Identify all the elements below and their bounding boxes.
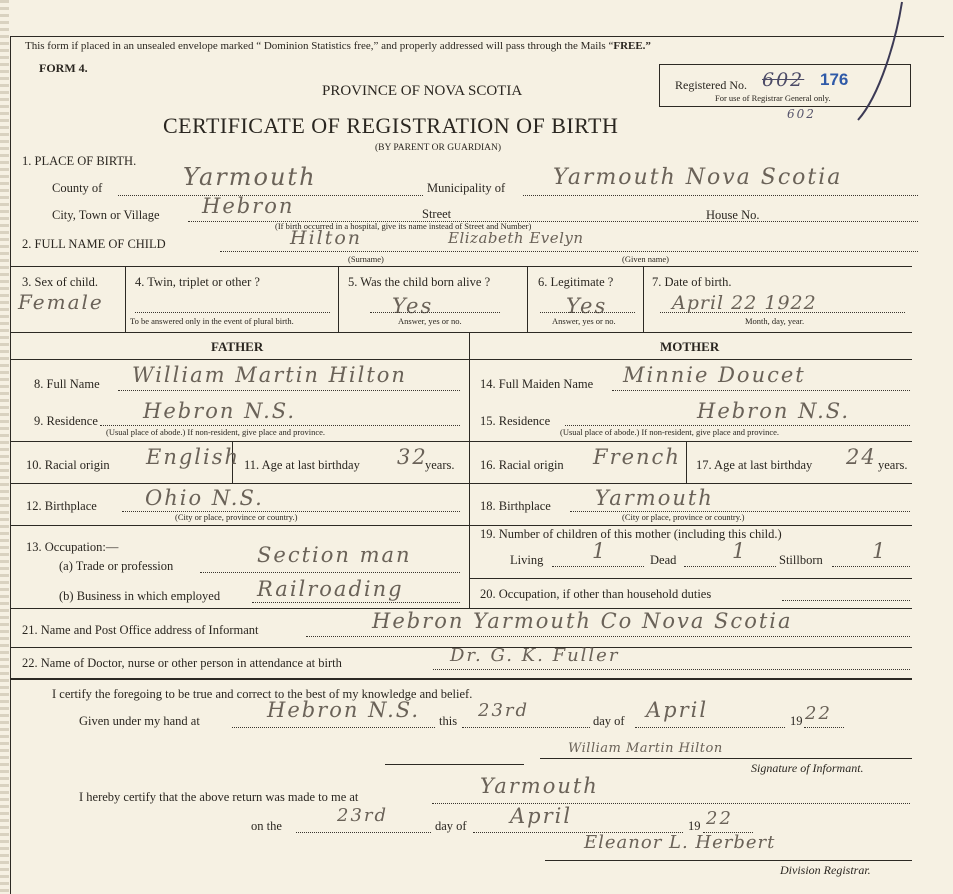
informant-signature-line <box>540 758 912 759</box>
stillborn-line <box>832 566 910 567</box>
registered-label: Registered No. <box>675 78 747 92</box>
father-age-label: 11. Age at last birthday <box>244 458 360 472</box>
informant-signature-label: Signature of Informant. <box>751 761 864 775</box>
business-line <box>252 602 460 603</box>
sex-value: Female <box>18 290 104 314</box>
registrar-signature-label: Division Registrar. <box>780 863 871 877</box>
given-place-value: Hebron N.S. <box>267 698 421 722</box>
registrar-year-value: 22 <box>706 808 733 829</box>
dob-value: April 22 1922 <box>672 292 817 314</box>
alive-value: Yes <box>392 294 434 318</box>
given-day-of-label: day of <box>593 714 625 728</box>
place-of-birth-heading: 1. PLACE OF BIRTH. <box>22 154 137 168</box>
municipality-line <box>523 195 918 196</box>
given-name-note: (Given name) <box>622 254 669 264</box>
municipality-value: Yarmouth Nova Scotia <box>553 165 843 190</box>
father-name-value: William Martin Hilton <box>132 363 407 387</box>
registrar-line: I hereby certify that the above return was made to me at <box>79 790 359 804</box>
mother-birthplace-label: 18. Birthplace <box>480 499 551 513</box>
mother-residence-note: (Usual place of abode.) If non-resident, give place and province. <box>560 427 780 437</box>
registrar-place-line <box>432 803 910 804</box>
given-year-prefix: 19 <box>790 714 803 728</box>
given-month-value: April <box>646 698 709 722</box>
row-divider-top <box>10 266 912 267</box>
postage-notice-text: This form if placed in an unsealed envelope marked “ Dominion Statistics free,” and properly addressed will pass through the Mails “ <box>25 40 614 52</box>
municipality-label: Municipality of <box>427 181 506 195</box>
street-label: Street <box>422 207 452 221</box>
informant-value: Hebron Yarmouth Co Nova Scotia <box>372 609 793 633</box>
mother-residence-line <box>565 425 910 426</box>
legit-line <box>540 312 635 313</box>
frame-left <box>10 36 11 894</box>
child-name-label: 2. FULL NAME OF CHILD <box>22 237 166 251</box>
legit-note: Answer, yes or no. <box>552 316 616 326</box>
twin-line <box>135 312 330 313</box>
col-divider-2 <box>338 266 339 332</box>
mother-name-value: Minnie Doucet <box>623 363 806 387</box>
business-value: Railroading <box>257 577 404 601</box>
dob-line <box>660 312 905 313</box>
county-label: County of <box>52 181 103 195</box>
racial-row-top <box>10 441 912 442</box>
county-value: Yarmouth <box>183 163 317 191</box>
row-divider-bottom <box>10 332 912 333</box>
informant-label: 21. Name and Post Office address of Informant <box>22 623 259 637</box>
registrar-day-of: day of <box>435 819 467 833</box>
mother-residence-label: 15. Residence <box>480 414 551 428</box>
children-row-bottom <box>470 578 912 579</box>
registrar-signature-line <box>545 860 912 861</box>
given-day-line <box>462 727 590 728</box>
parents-heading-divider <box>10 359 912 360</box>
frame-top <box>10 36 944 37</box>
mother-residence-value: Hebron N.S. <box>697 399 851 423</box>
perforated-edge <box>0 0 9 894</box>
legit-value: Yes <box>566 294 608 318</box>
stillborn-label: Stillborn <box>779 553 823 567</box>
certification-line: I certify the foregoing to be true and correct to the best of my knowledge and belief. <box>52 687 473 701</box>
surname-note: (Surname) <box>348 254 384 264</box>
twin-label: 4. Twin, triplet or other ? <box>135 275 260 289</box>
dead-value: 1 <box>732 539 748 563</box>
father-birthplace-note: (City or place, province or country.) <box>175 512 298 522</box>
business-label: (b) Business in which employed <box>59 589 221 603</box>
registrar-month-value: April <box>510 804 573 828</box>
mother-name-label: 14. Full Maiden Name <box>480 377 594 391</box>
father-residence-value: Hebron N.S. <box>143 399 297 423</box>
informant-signature: William Martin Hilton <box>568 741 723 756</box>
registrar-note: For use of Registrar General only. <box>715 93 831 103</box>
birthplace-row-bottom <box>10 525 912 526</box>
father-birthplace-value: Ohio N.S. <box>145 486 264 510</box>
mother-years: years. <box>878 458 908 472</box>
father-name-label: 8. Full Name <box>34 377 100 391</box>
informant-line <box>306 636 910 637</box>
living-value: 1 <box>592 539 608 563</box>
given-day-value: 23rd <box>478 700 530 721</box>
province-heading: PROVINCE OF NOVA SCOTIA <box>322 83 523 99</box>
racial-row-bottom <box>10 483 912 484</box>
father-racial-label: 10. Racial origin <box>26 458 110 472</box>
parents-center-divider <box>469 332 470 608</box>
registered-number: 602 <box>762 69 805 91</box>
doctor-line <box>433 669 910 670</box>
alive-note: Answer, yes or no. <box>398 316 462 326</box>
father-racial-value: English <box>146 445 241 469</box>
mother-racial-label: 16. Racial origin <box>480 458 564 472</box>
mother-age-label: 17. Age at last birthday <box>696 458 813 472</box>
father-years: years. <box>425 458 455 472</box>
col-divider-1 <box>125 266 126 332</box>
house-label: House No. <box>706 208 760 222</box>
city-value: Hebron <box>202 194 295 218</box>
child-name-line <box>220 251 918 252</box>
certificate-subtitle: (BY PARENT OR GUARDIAN) <box>375 143 502 153</box>
postage-notice <box>25 41 651 52</box>
doctor-value: Dr. G. K. Fuller <box>450 645 620 666</box>
mother-age-value: 24 <box>846 445 877 469</box>
legit-label: 6. Legitimate ? <box>538 275 614 289</box>
father-heading: FATHER <box>211 339 264 354</box>
father-occupation-label: 13. Occupation:— <box>26 540 119 554</box>
father-residence-line <box>100 425 460 426</box>
child-given-value: Elizabeth Evelyn <box>448 229 584 247</box>
alive-label: 5. Was the child born alive ? <box>348 275 491 289</box>
living-line <box>552 566 644 567</box>
doctor-label: 22. Name of Doctor, nurse or other person in attendance at birth <box>22 656 342 670</box>
street-note: (If birth occurred in a hospital, give its name instead of Street and Number) <box>275 221 532 231</box>
father-name-line <box>118 390 460 391</box>
given-month-line <box>635 727 785 728</box>
certification-divider <box>10 678 912 680</box>
mother-name-line <box>612 390 910 391</box>
mother-occupation-line <box>782 600 910 601</box>
col-divider-3 <box>527 266 528 332</box>
dead-label: Dead <box>650 553 677 567</box>
registrar-signature: Eleanor L. Herbert <box>584 832 776 853</box>
ink-stroke <box>850 0 910 125</box>
dob-note: Month, day, year. <box>745 316 805 326</box>
registrar-on-the: on the <box>251 819 282 833</box>
given-year-value: 22 <box>805 703 832 724</box>
mother-racial-value: French <box>593 445 681 469</box>
registered-margin-number: 602 <box>787 107 816 121</box>
mother-racial-divider <box>686 441 687 483</box>
trade-line <box>200 572 460 573</box>
registered-stamp: 176 <box>820 70 849 89</box>
child-surname-value: Hilton <box>290 227 363 249</box>
postage-free-text: FREE.” <box>613 40 651 52</box>
mother-heading: MOTHER <box>660 339 720 354</box>
form-number: FORM 4. <box>39 61 88 75</box>
certificate-title: CERTIFICATE OF REGISTRATION OF BIRTH <box>163 113 619 138</box>
given-year-line <box>804 727 844 728</box>
father-birthplace-label: 12. Birthplace <box>26 499 97 513</box>
col-divider-4 <box>643 266 644 332</box>
registrar-year-prefix: 19 <box>688 819 701 833</box>
father-residence-label: 9. Residence <box>34 414 98 428</box>
alive-line <box>370 312 500 313</box>
this-label: this <box>439 714 458 728</box>
dead-line <box>684 566 776 567</box>
mother-occupation-label: 20. Occupation, if other than household duties <box>480 587 712 601</box>
registrar-day-value: 23rd <box>337 805 389 826</box>
father-residence-note: (Usual place of abode.) If non-resident, give place and province. <box>106 427 326 437</box>
given-place-line <box>232 727 435 728</box>
sex-label: 3. Sex of child. <box>22 275 99 289</box>
stillborn-value: 1 <box>872 539 888 563</box>
father-age-value: 32 <box>397 445 428 469</box>
children-label: 19. Number of children of this mother (including this child.) <box>480 527 782 541</box>
registrar-day-line <box>296 832 431 833</box>
registrar-place-value: Yarmouth <box>480 774 599 798</box>
center-rule <box>385 764 524 765</box>
trade-label: (a) Trade or profession <box>59 559 174 573</box>
dob-label: 7. Date of birth. <box>652 275 732 289</box>
trade-value: Section man <box>257 543 412 567</box>
given-label: Given under my hand at <box>79 714 200 728</box>
city-line <box>188 221 918 222</box>
mother-birthplace-note: (City or place, province or country.) <box>622 512 745 522</box>
living-label: Living <box>510 553 544 567</box>
mother-birthplace-value: Yarmouth <box>595 486 714 510</box>
city-label: City, Town or Village <box>52 208 160 222</box>
twin-note: To be answered only in the event of plural birth. <box>130 316 294 326</box>
